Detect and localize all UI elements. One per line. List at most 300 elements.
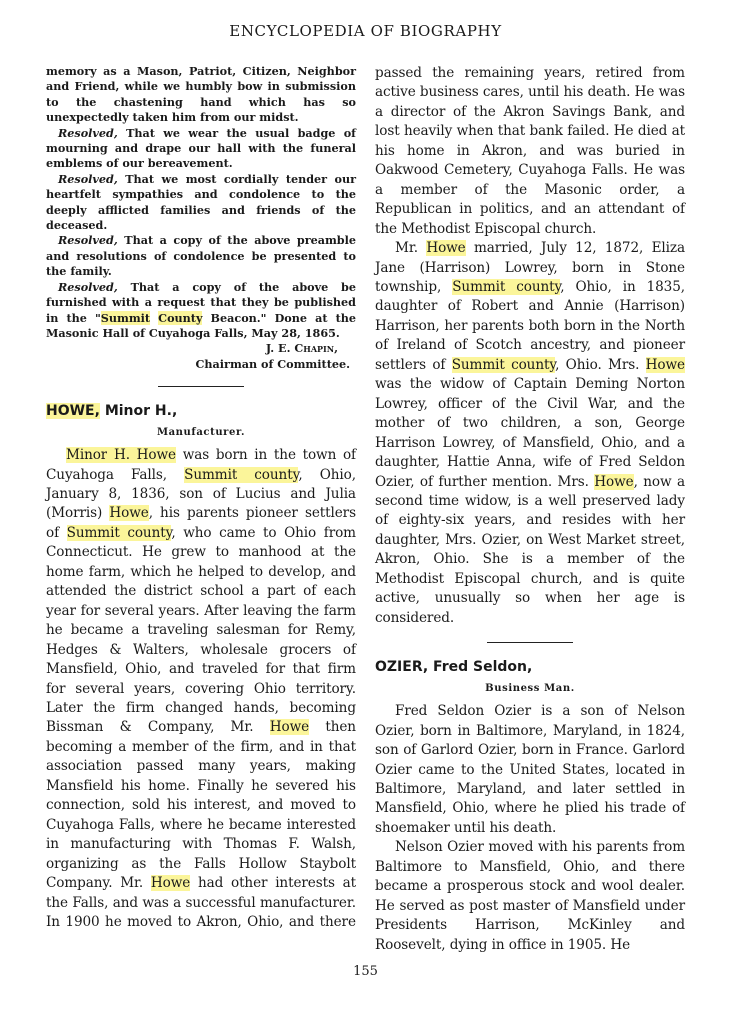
article-text: that xyxy=(328,738,356,755)
resolved-label: Resolved, xyxy=(58,233,118,248)
article-text xyxy=(251,797,258,813)
article-text: several xyxy=(75,680,125,697)
article-text xyxy=(214,719,230,735)
article-text xyxy=(316,583,324,599)
article-text xyxy=(472,201,480,217)
article-text: his xyxy=(166,797,187,814)
article-text: Akron, xyxy=(196,914,242,930)
article-text: Later xyxy=(46,700,83,717)
article-text: Mr. xyxy=(230,719,254,736)
article-text xyxy=(309,719,325,735)
article-text xyxy=(277,836,288,852)
article-text: he xyxy=(105,914,122,930)
search-highlight xyxy=(130,447,137,463)
article-text xyxy=(143,875,151,891)
article-text: becoming xyxy=(289,700,356,717)
resolved-label: Resolved, xyxy=(58,279,118,294)
article-text: 8, xyxy=(108,486,122,503)
article-text: Akron xyxy=(503,103,545,120)
article-text: he xyxy=(207,816,224,833)
article-text: moved xyxy=(290,797,336,814)
article-text xyxy=(124,681,134,697)
article-text: Ohio xyxy=(253,680,286,697)
article-text: the xyxy=(273,447,296,464)
article-text: in xyxy=(254,447,268,464)
article-text: his xyxy=(120,777,141,794)
article-text xyxy=(189,642,201,658)
article-text: Mansfield, xyxy=(46,661,118,678)
article-text: and xyxy=(540,201,567,218)
article-text: farm xyxy=(323,602,356,619)
article-text xyxy=(329,778,337,794)
article-text: Ohio xyxy=(284,524,317,541)
article-text xyxy=(331,642,343,658)
article-text: successful xyxy=(185,894,256,911)
article-text: and xyxy=(278,738,305,755)
article-text xyxy=(534,65,544,81)
search-highlight xyxy=(107,447,114,463)
article-text: Mr. xyxy=(120,875,144,892)
article-text xyxy=(161,661,169,677)
article-text: Company. xyxy=(46,875,113,892)
signer-name: J. E. Chapin, xyxy=(265,341,338,356)
article-text: & xyxy=(109,641,122,658)
article-text: had xyxy=(197,875,224,892)
article-text xyxy=(254,719,270,735)
article-text xyxy=(276,525,284,541)
article-text xyxy=(160,797,167,813)
article-text: to xyxy=(342,797,356,814)
article-text: the xyxy=(93,700,116,717)
article-text: , xyxy=(298,466,303,483)
article-text: Staybolt xyxy=(299,855,356,872)
article-text: who xyxy=(183,524,212,541)
article-text: He xyxy=(142,544,162,561)
article-text xyxy=(194,661,202,677)
article-text: making xyxy=(305,758,356,775)
article-text xyxy=(258,661,266,677)
article-text: Julia xyxy=(325,486,356,503)
article-text: where xyxy=(159,816,203,833)
article-text: at xyxy=(342,875,356,892)
article-text: He xyxy=(633,162,653,179)
resolution-text: That we most cordially tender our heartfelt sympathies and condolence to the deeply afflicted families and friends of the deceased. xyxy=(46,171,356,233)
article-text: years, xyxy=(134,680,176,697)
article-text: passed xyxy=(136,758,184,775)
resolutions-block xyxy=(46,64,356,372)
article-text xyxy=(527,182,545,198)
article-text: changed xyxy=(165,700,224,717)
search-highlight: H. xyxy=(113,447,130,464)
article-text: 1836, xyxy=(131,486,170,503)
article-text: from xyxy=(652,65,685,81)
article-text: school xyxy=(200,583,244,600)
article-text: and xyxy=(288,914,315,930)
article-text: pioneer xyxy=(245,505,298,522)
article-text xyxy=(566,201,574,217)
article-text: Remy, xyxy=(315,622,356,639)
article-text: Falls, xyxy=(131,466,168,483)
article-text: , xyxy=(148,505,153,522)
search-highlight: Howe xyxy=(109,505,149,522)
article-text: his xyxy=(160,505,180,522)
article-text: of xyxy=(194,738,208,755)
article-text: Walsh, xyxy=(311,836,356,853)
article-text: director xyxy=(390,103,446,120)
article-text: years, xyxy=(544,65,586,81)
article-text: in xyxy=(46,836,59,853)
article-text xyxy=(255,525,263,541)
resolution-text xyxy=(150,311,158,325)
article-text: to xyxy=(249,563,263,580)
article-text: (Morris) xyxy=(46,505,103,522)
howe-paragraph-1 xyxy=(46,446,356,932)
article-text xyxy=(184,758,199,774)
article-text xyxy=(115,700,126,716)
article-text xyxy=(136,583,144,599)
article-text xyxy=(119,856,132,872)
article-text xyxy=(336,447,343,463)
left-column xyxy=(46,64,356,932)
article-text: Bank, xyxy=(613,103,652,120)
article-text xyxy=(287,856,300,872)
article-text: town xyxy=(302,447,337,464)
article-text xyxy=(133,544,143,560)
article-text: manufacturing xyxy=(70,836,171,853)
howe-paragraph-1-continued xyxy=(375,64,685,239)
search-highlight: Summit xyxy=(184,466,238,483)
resolution-text: That a copy of the above preamble and resolutions of condolence be presented to the family. xyxy=(46,233,356,279)
article-text: the xyxy=(297,602,320,619)
article-text: Akron, xyxy=(481,142,528,159)
howe-paragraph-2 xyxy=(375,64,685,628)
article-text: & xyxy=(119,719,132,736)
article-text: a xyxy=(131,622,140,639)
article-text: the xyxy=(212,738,235,755)
article-text: then xyxy=(325,719,356,736)
article-text: was xyxy=(182,447,210,464)
article-text: moved xyxy=(127,914,173,930)
article-text: of xyxy=(453,103,467,120)
article-text: firm, xyxy=(240,738,274,755)
article-text: to xyxy=(177,914,192,930)
article-text: January xyxy=(46,486,99,503)
article-text: Connecticut. xyxy=(46,544,133,561)
article-text: leaving xyxy=(243,602,293,619)
article-text: firm xyxy=(327,661,356,678)
article-text: son xyxy=(179,486,203,503)
ozier-heading: OZIER, Fred Seldon, xyxy=(375,659,533,676)
article-text: of xyxy=(474,181,488,198)
article-text xyxy=(444,143,456,159)
resolution-text: Beacon." Done at the Masonic Hall of Cuyahoga Falls, May 28, 1865. xyxy=(46,310,356,340)
article-text xyxy=(280,622,288,638)
article-text xyxy=(122,758,137,774)
article-text: Republican xyxy=(375,201,452,218)
article-text: grocers xyxy=(279,641,332,658)
search-highlight: Howe xyxy=(426,240,466,257)
article-text xyxy=(190,875,198,891)
article-text: and xyxy=(539,142,565,159)
article-text: in xyxy=(672,142,685,159)
article-text xyxy=(121,642,133,658)
article-text: salesman xyxy=(216,622,280,639)
article-text: of xyxy=(342,447,356,464)
page-number: 155 xyxy=(353,964,378,979)
article-text: passed xyxy=(375,65,422,81)
article-text: Hedges xyxy=(46,641,98,658)
article-text: heavily xyxy=(403,123,453,140)
article-text: as xyxy=(131,855,147,872)
article-text: in xyxy=(459,201,473,218)
article-text xyxy=(223,875,231,891)
article-text: other xyxy=(230,875,268,892)
article-text xyxy=(170,486,180,502)
search-highlight: Summit county xyxy=(452,278,561,295)
article-text: Cemetery, xyxy=(444,162,513,179)
article-text: the xyxy=(473,103,496,120)
article-text xyxy=(153,505,160,521)
article-text: buried xyxy=(615,142,660,159)
article-text: Falls, xyxy=(118,816,155,833)
article-text: active xyxy=(375,84,416,101)
article-text xyxy=(395,143,407,159)
article-text: settlers xyxy=(304,505,356,522)
article-text: Oakwood xyxy=(375,162,439,179)
article-text: remaining xyxy=(464,65,534,81)
article-text: , now a second time widow, is a well preserved lady of eighty-six years, and resides with her daughter, Mrs. Ozier, on West Market street, Akron, Ohio. She is a member of the Methodist Episcopal church, and is quite active, unusually so when her age is considered. xyxy=(375,473,685,626)
search-highlight xyxy=(184,467,298,483)
howe-article-start xyxy=(46,446,356,932)
search-highlight: Howe xyxy=(150,875,191,892)
article-text: and xyxy=(659,103,685,120)
search-highlight: Howe xyxy=(269,719,310,736)
article-text xyxy=(226,486,236,502)
article-text xyxy=(383,182,401,198)
article-text: when xyxy=(456,123,494,140)
article-text: develop, xyxy=(268,563,326,580)
article-text xyxy=(383,104,391,120)
running-header: ENCYCLOPEDIA OF BIOGRAPHY xyxy=(229,22,502,40)
heading-name: Minor H., xyxy=(99,403,178,420)
article-text: the xyxy=(159,855,182,872)
article-text xyxy=(445,104,453,120)
ozier-paragraph-2: Nelson Ozier moved with his parents from Baltimore to Mansfield, Ohio, and there became a prosperous stock and wool dealer. He served as post master of Mansfield under Presidents Harrison, McKinley and Roosevelt, dying in office in 1905. He xyxy=(375,839,685,953)
article-text: Lucius xyxy=(235,486,281,503)
article-text: interested xyxy=(286,816,356,833)
article-text: Savings xyxy=(552,103,606,120)
article-text: and xyxy=(257,797,284,814)
article-text xyxy=(303,467,320,483)
article-text xyxy=(605,104,613,120)
article-text: the xyxy=(375,220,397,237)
article-text: Finally xyxy=(197,777,244,794)
howe-occupation: Manufacturer. xyxy=(156,427,246,439)
article-text: attendant xyxy=(598,201,665,218)
search-highlight xyxy=(270,719,309,735)
article-text xyxy=(146,856,159,872)
article-text: years, xyxy=(249,758,291,775)
article-text: Cuyahoga xyxy=(518,162,587,179)
article-text xyxy=(212,836,223,852)
article-text: lost xyxy=(375,123,400,140)
article-text xyxy=(63,622,71,638)
signer-title: Chairman of Committee. xyxy=(195,356,350,371)
article-text xyxy=(206,544,216,560)
article-text: until xyxy=(528,84,560,101)
article-text: severed xyxy=(275,777,329,794)
article-text: Cuyahoga xyxy=(46,816,114,833)
article-text: 1900 xyxy=(65,914,100,930)
article-text: wholesale xyxy=(200,641,268,658)
article-text: there xyxy=(319,914,356,930)
article-text: Thomas xyxy=(223,836,277,853)
article-text: Company, xyxy=(147,719,215,736)
resolution-text: That we wear the usual badge of mourning and drape our hall with the funeral emblems of our bereavement. xyxy=(46,125,356,171)
article-text: He xyxy=(634,84,655,101)
article-text: covering xyxy=(184,680,245,697)
article-text xyxy=(175,681,185,697)
article-text xyxy=(167,467,184,483)
article-text: becoming xyxy=(46,738,113,755)
resolution-1 xyxy=(46,126,356,172)
article-text xyxy=(114,467,131,483)
resolution-3 xyxy=(46,233,356,279)
article-text: hands, xyxy=(233,700,279,717)
article-text xyxy=(259,583,267,599)
article-text xyxy=(113,778,121,794)
article-text: Walters, xyxy=(132,641,189,658)
article-text: organizing xyxy=(46,855,119,872)
article-text xyxy=(296,447,303,463)
search-highlight: county xyxy=(127,524,172,541)
article-text xyxy=(300,836,311,852)
article-text: each xyxy=(323,583,356,600)
article-text: and xyxy=(290,486,316,503)
ozier-paragraph-1: Fred Seldon Ozier is a son of Nelson Ozier, born in Baltimore, Maryland, in 1824, son of Garlord Ozier, born in France. Garlord Ozier came to the United States, located in Baltimore, Maryland, and later settled in Mansfield, Ohio, where he plied his trade of shoemaker until his death. xyxy=(375,703,685,836)
article-text xyxy=(454,65,464,81)
article-text: F. xyxy=(288,836,300,853)
article-text: Cuyahoga xyxy=(46,466,114,483)
article-text: the xyxy=(46,894,68,911)
article-text xyxy=(46,525,356,736)
article-text: bank xyxy=(529,123,563,140)
article-text xyxy=(203,486,213,502)
article-text xyxy=(285,661,293,677)
howe-article-continued xyxy=(375,64,685,628)
article-text xyxy=(171,836,182,852)
article-text: of xyxy=(342,641,356,658)
article-text: Hollow xyxy=(238,855,287,872)
article-text: , Ohio, in 1835, daughter of Robert and Annie (Harrison) Harrison, her parents both born in the North of Ireland of Scotch ancestry, and pioneer settlers of xyxy=(375,278,685,373)
article-text xyxy=(652,104,660,120)
article-text xyxy=(286,681,296,697)
article-text xyxy=(603,143,615,159)
article-text: association xyxy=(46,758,122,775)
article-text: came xyxy=(219,524,256,541)
article-text xyxy=(268,642,280,658)
article-text: Falls, xyxy=(72,894,109,911)
article-text xyxy=(422,65,432,81)
article-text: was xyxy=(658,162,685,179)
article-text xyxy=(660,143,672,159)
article-text: business xyxy=(419,84,479,101)
search-highlight: Howe xyxy=(136,447,176,464)
article-text: the xyxy=(333,544,356,561)
article-text: his xyxy=(563,84,584,101)
article-text: parents xyxy=(186,505,239,522)
search-highlight xyxy=(151,875,190,891)
article-text: his xyxy=(375,142,395,159)
article-text: traveling xyxy=(147,622,209,639)
article-text: for xyxy=(80,602,101,619)
article-text: became xyxy=(70,622,124,639)
article-text xyxy=(316,525,324,541)
article-text: Falls xyxy=(194,855,226,872)
article-text xyxy=(141,778,149,794)
article-text xyxy=(98,642,110,658)
resolution-4 xyxy=(46,280,356,342)
article-text: member xyxy=(131,738,189,755)
article-text xyxy=(320,661,328,677)
article-text: that xyxy=(497,123,526,140)
article-text: the xyxy=(432,65,455,81)
article-text xyxy=(103,719,119,735)
search-highlight xyxy=(66,447,176,463)
article-text: and xyxy=(112,894,138,911)
article-text: at xyxy=(311,544,325,561)
article-text: connection, xyxy=(46,797,125,814)
article-text: his xyxy=(336,777,356,794)
section-divider xyxy=(487,642,573,643)
article-text: politics, xyxy=(479,201,534,218)
article-text xyxy=(585,65,595,81)
article-text xyxy=(99,486,109,502)
search-highlight: County xyxy=(158,310,203,325)
article-text: a xyxy=(173,894,182,911)
article-text: After xyxy=(204,602,239,619)
search-highlight: Howe xyxy=(594,473,634,490)
article-text: firm xyxy=(126,700,155,717)
article-text: a xyxy=(375,181,384,198)
search-highlight xyxy=(109,505,148,521)
article-text xyxy=(229,544,239,560)
article-text: in xyxy=(309,738,323,755)
article-text xyxy=(291,758,306,774)
article-text: of xyxy=(671,201,685,218)
article-text xyxy=(295,583,303,599)
article-text: , Ohio. Mrs. xyxy=(555,356,646,373)
article-text: was the widow of Captain Deming Norton Lowrey, officer of the Civil War, and the mother of two children, a son, George Harrison Lowrey, of Mansfield, Ohio, and a daughter, Hattie Anna, wife of Fred Seldon Ozier, of further mention. Mrs. xyxy=(375,376,685,490)
article-text: a xyxy=(118,738,127,755)
article-text xyxy=(132,719,148,735)
article-text: Ohio, xyxy=(125,661,162,678)
article-text: with xyxy=(182,836,213,853)
article-text xyxy=(279,700,290,716)
article-text: was xyxy=(658,84,685,101)
search-highlight: Minor xyxy=(66,447,108,464)
article-text xyxy=(281,486,291,502)
article-text xyxy=(162,544,172,560)
right-column xyxy=(375,64,685,955)
article-text: grew xyxy=(171,544,206,561)
article-text xyxy=(642,65,652,81)
article-text: In xyxy=(46,914,60,930)
article-text xyxy=(46,719,356,891)
article-text: member xyxy=(400,181,458,198)
article-text xyxy=(59,836,70,852)
search-highlight: county xyxy=(254,466,299,483)
